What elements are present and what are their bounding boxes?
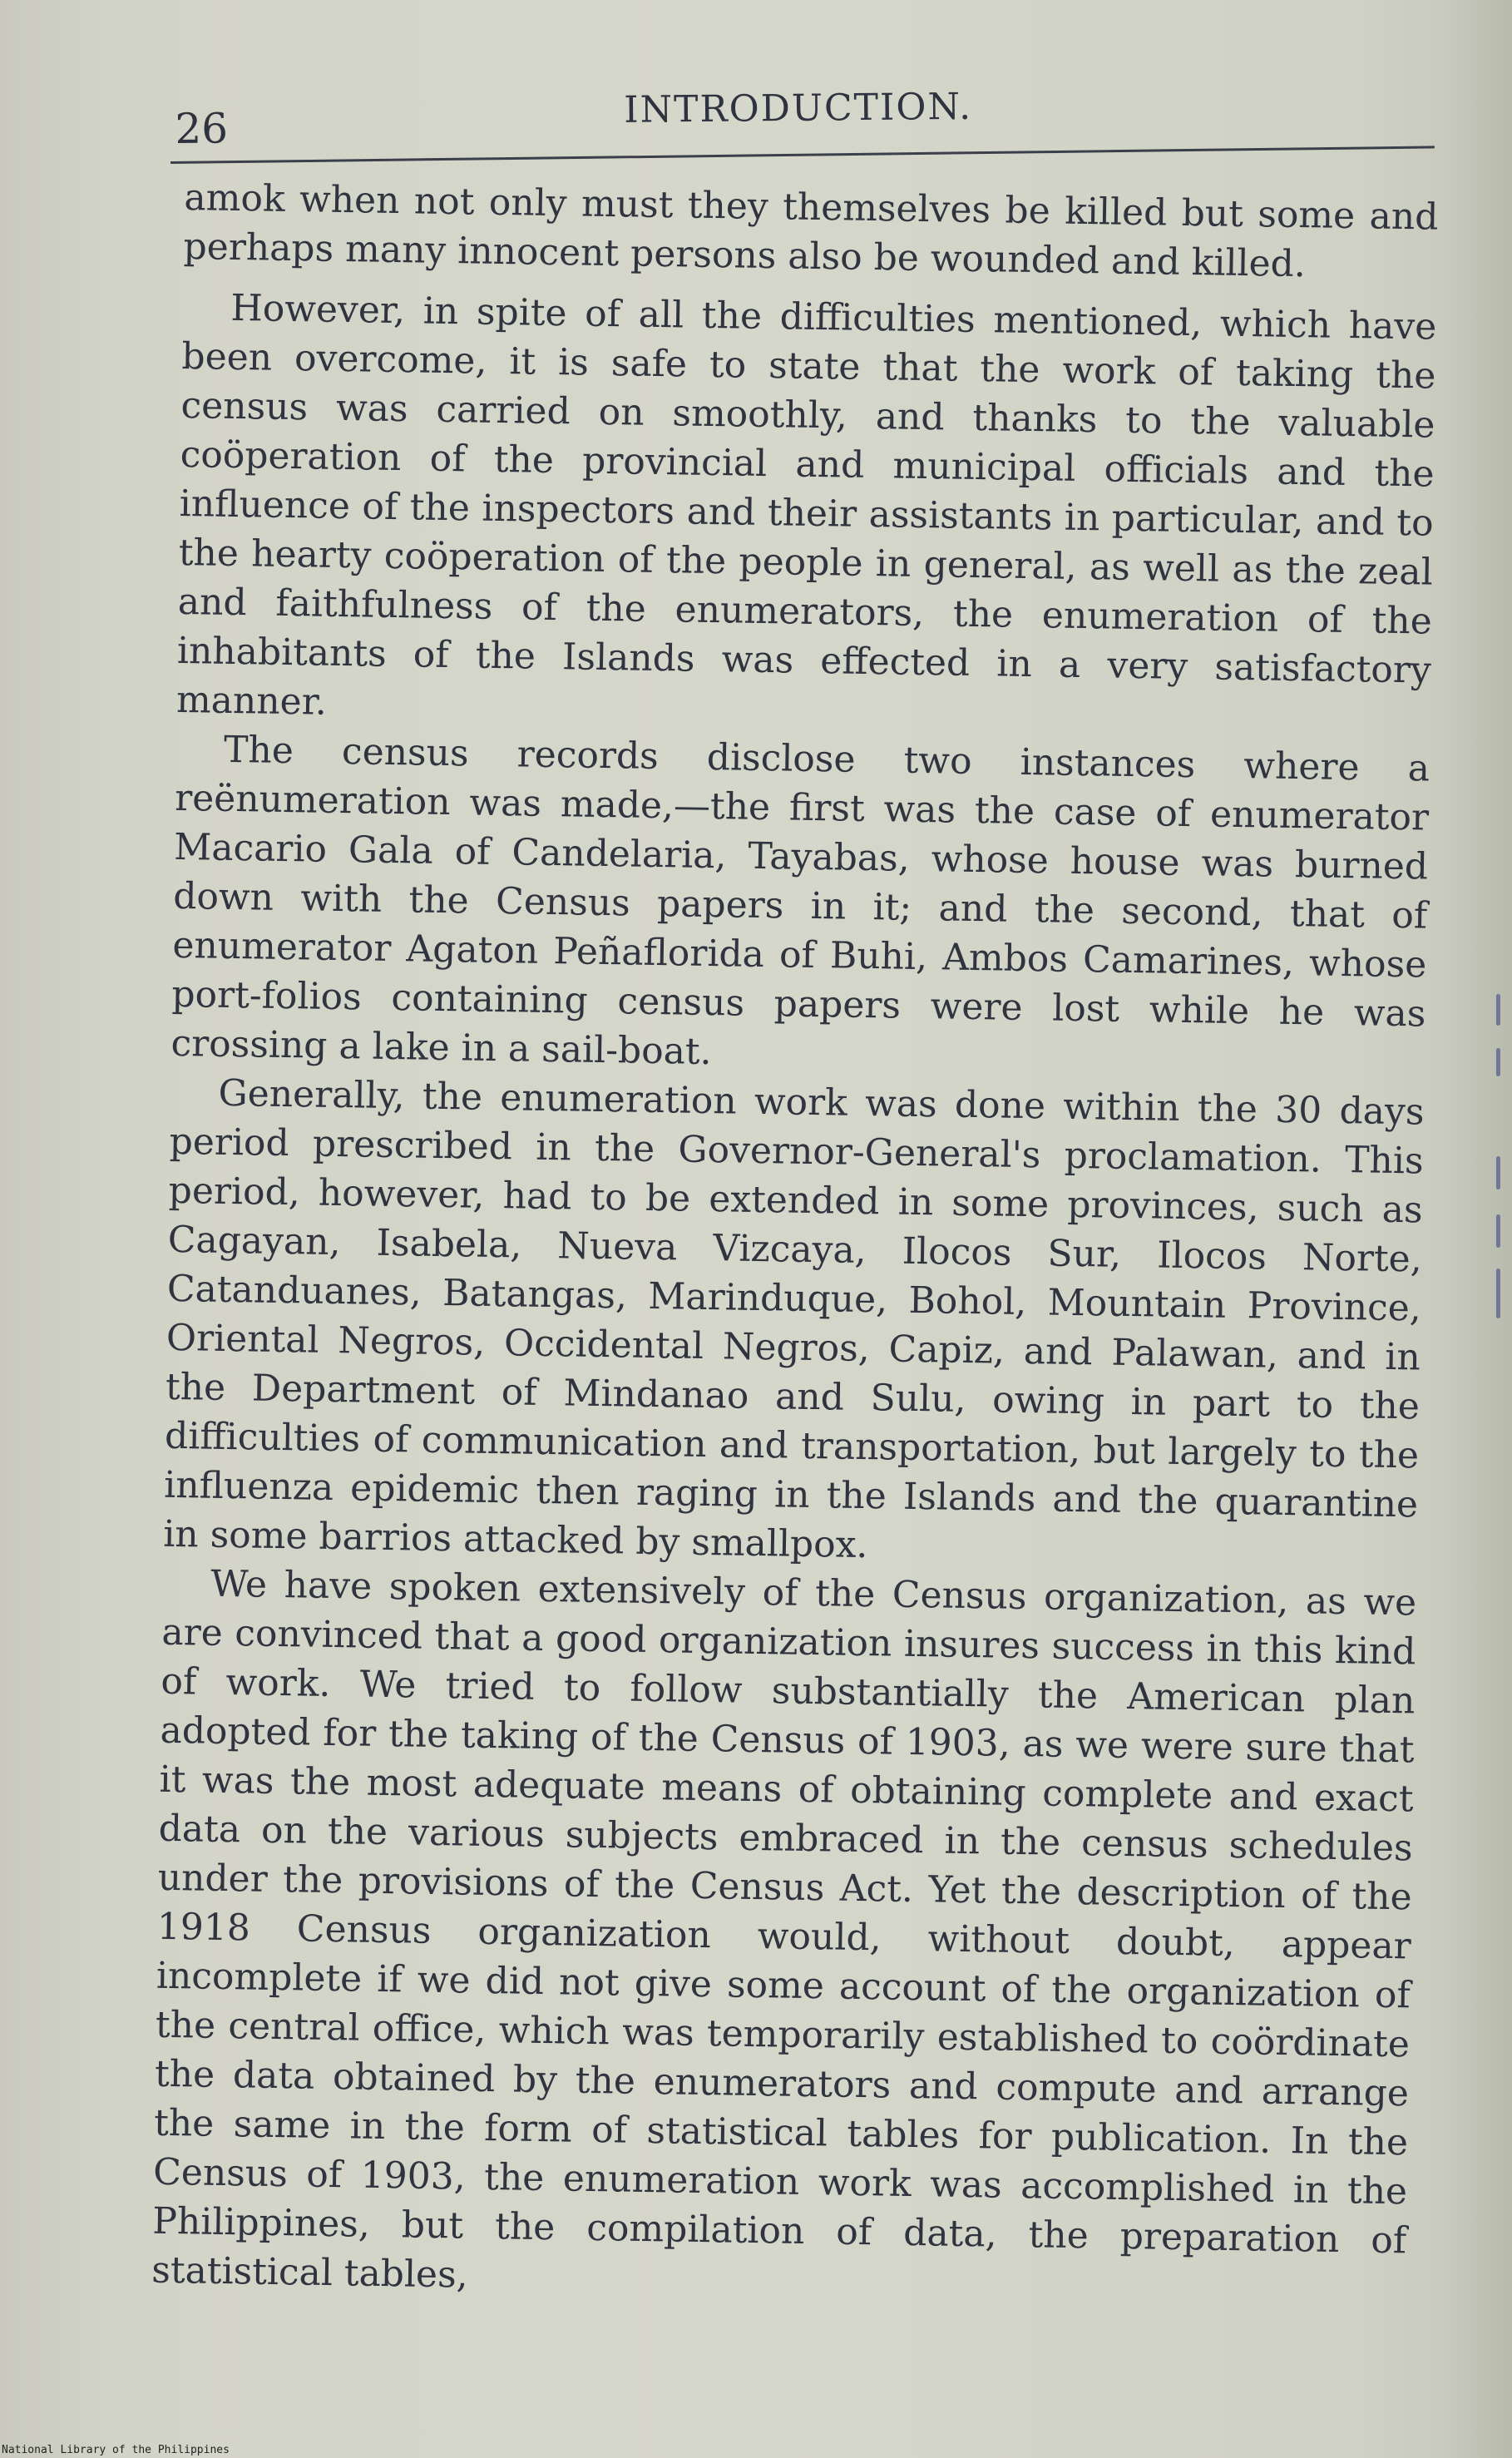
body-text	[151, 173, 1439, 2314]
paragraph-continuation: amok when not only must they themselves be killed but some and perhaps many innocent persons also be wounded and killed.	[183, 176, 1439, 286]
library-credit: National Library of the Philippines	[2, 2444, 230, 2456]
margin-ink-mark	[1496, 1269, 1500, 1318]
paragraph: Generally, the enumeration work was done within the 30 days period prescribed in the Governor-General's proclamation. This period, however, had to be extended in some provinces, such as Cagayan, Isabela, Nueva Vizcaya, Ilocos Sur, Ilocos Norte, Catanduanes, Batangas, Marinduque, Bohol, Mountain Province, Oriental Negros, Occidental Negros, Capiz, and Palawan, and in the Department of Mindanao and Sulu, owing in part to the difficulties of communication and transportation, but largely to the influenza epidemic then raging in the Islands and the quarantine in some barrios attacked by smallpox.	[162, 1071, 1425, 1567]
paragraph: However, in spite of all the difficulties mentioned, which have been overcome, it is safe to state that the work of taking the census was carried on smoothly, and thanks to the valuable coöperation of the provincial and municipal officials and the influence of the inspectors and their assistants in particular, and to the hearty coöperation of the people in general, as well as the zeal and faithfulness of the enumerators, the enumeration of the inhabitants of the Islands was effected in a very satisfactory manner.	[175, 286, 1437, 724]
margin-ink-mark	[1496, 1156, 1500, 1189]
margin-ink-mark	[1496, 1214, 1500, 1248]
margin-ink-mark	[1496, 994, 1500, 1026]
running-head: INTRODUCTION.	[623, 85, 973, 131]
paragraph: We have spoken extensively of the Census organization, as we are convinced that a good organization insures success in this kind of work. We tried to follow substantially the American plan adopted for the taking of the Census of 1903, as we were sure that it was the most adequate means of obtaining complete and exact data on the various subjects embraced in the census schedules under the provisions of the Census Act. Yet the description of the 1918 Census organization would, without doubt, appear incomplete if we did not give some account of the organization of the central office, which was temporarily established to coördinate the data obtained by the enumerators and compute and arrange the same in the form of statistical tables for publication. In the Census of 1903, the enumeration work was accomplished in the Philippines, but the compilation of data, the preparation of statistical tables,	[151, 1562, 1417, 2297]
paragraph: The census records disclose two instances where a reënumeration was made,—the first was the case of enumerator Macario Gala of Candelaria, Tayabas, whose house was burned down with the Census papers in it; and the second, that of enumerator Agaton Peñaflorida of Buhi, Ambos Camarines, whose port-folios containing census papers were lost while he was crossing a lake in a sail-boat.	[170, 728, 1430, 1074]
page-number: 26	[175, 104, 229, 153]
margin-ink-mark	[1496, 1048, 1500, 1076]
